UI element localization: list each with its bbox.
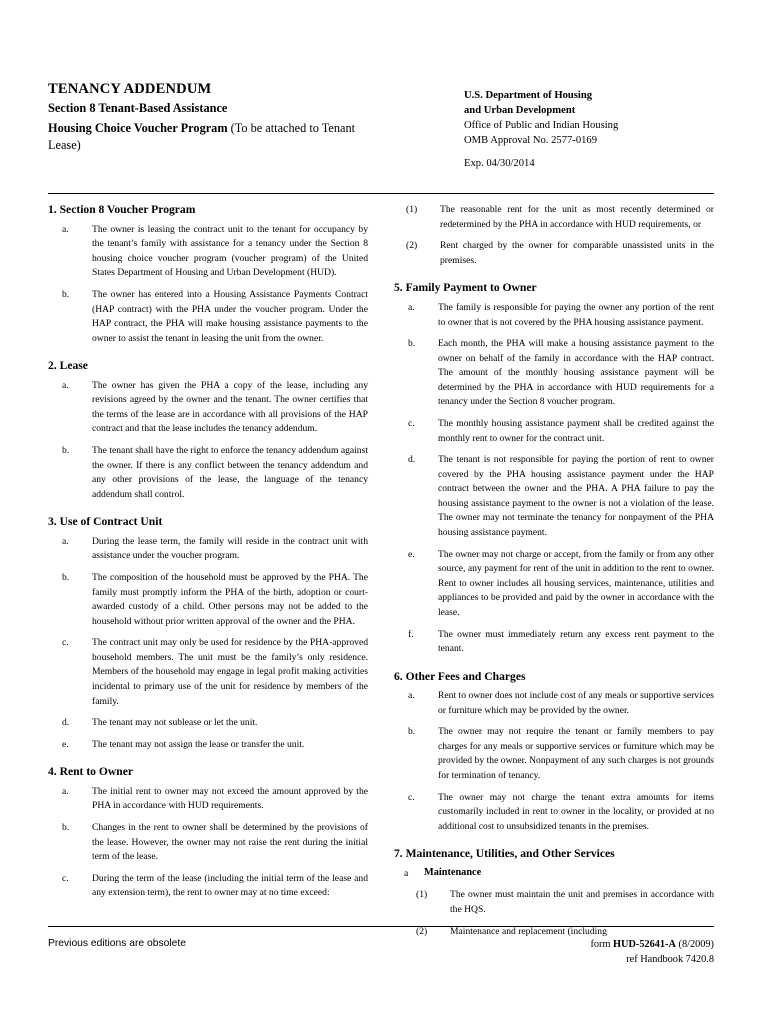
list-text: The owner may not charge the tenant extra amounts for items customarily included in rent to owner in the locality, or provided at no additional cost to unsubsidized tenants in the premises. <box>438 791 714 832</box>
list-text: Each month, the PHA will make a housing assistance payment to the owner on behalf of the family in accordance with the HAP contract. The amount of the monthly housing assistance payment will be determined by the PHA in accordance with HUD requirements for a tenancy under the Section 8 voucher program. <box>438 338 714 408</box>
handbook-reference: ref Handbook 7420.8 <box>626 953 714 965</box>
form-number-line <box>590 938 714 953</box>
list-item <box>394 791 714 835</box>
list-item <box>48 785 368 814</box>
list-text: The monthly housing assistance payment shall be credited against the monthly rent to owner for the contract unit. <box>438 418 714 444</box>
list-item <box>394 203 714 232</box>
list-text: Rent to owner does not include cost of any meals or supportive services or furniture which may be provided by the owner. <box>438 690 714 716</box>
list-text: The owner is leasing the contract unit to the tenant for occupancy by the tenant’s family with assistance for a tenancy under the Section 8 housing choice voucher program (voucher program) of the United States Department of Housing and Urban Development (HUD). <box>92 223 368 279</box>
list-marker: b. <box>62 822 70 834</box>
list-item <box>394 628 714 657</box>
agency-line-2: and Urban Development <box>464 105 576 117</box>
list-item <box>48 571 368 629</box>
form-prefix: form <box>590 939 614 950</box>
list-text: The reasonable rent for the unit as most recently determined or redetermined by the PHA in accordance with HUD requirements, or <box>440 204 714 230</box>
section-heading-3: 3. Use of Contract Unit <box>48 515 163 529</box>
list-item <box>394 689 714 718</box>
document-subtitle-2-rest: (To be attached to Tenant Lease) <box>48 121 356 152</box>
body-columns <box>48 203 714 946</box>
list-item <box>394 239 714 268</box>
expiration-date: Exp. 04/30/2014 <box>464 158 535 170</box>
list-item <box>394 417 714 446</box>
list-text: The composition of the household must be approved by the PHA. The family must promptly inform the PHA of the birth, adoption or court-awarded custody of a child. Other persons may not be added to the household without prior written approval of the owner and the PHA. <box>92 572 368 627</box>
list-marker: e. <box>408 548 415 560</box>
form-number: HUD-52641-A <box>613 939 676 950</box>
list-marker: a. <box>62 535 69 547</box>
list-marker: (2) <box>406 240 418 252</box>
document-subtitle-2 <box>48 120 378 153</box>
list-marker: b. <box>62 288 70 300</box>
list-marker: (2) <box>416 925 428 937</box>
list-text: The initial rent to owner may not exceed the amount approved by the PHA in accordance with HUD requirements. <box>92 785 368 812</box>
list-text: The owner may not require the tenant or family members to pay charges for any meals or supportive services or furniture which may be provided by the owner. Nonpayment of any such charges is not grounds for termination of tenancy. <box>438 726 714 782</box>
list-item <box>48 223 368 281</box>
section-heading-1: 1. Section 8 Voucher Program <box>48 203 196 217</box>
list-text: The owner must maintain the unit and premises in accordance with the HQS. <box>450 889 714 915</box>
list-marker: a. <box>408 690 415 702</box>
list-item <box>48 738 368 753</box>
list-item <box>394 337 714 410</box>
maintenance-items <box>404 888 714 939</box>
list-item <box>48 716 368 731</box>
list-text: Changes in the rent to owner shall be determined by the provisions of the lease. However, the owner may not raise the rent during the initial term of the lease. <box>92 822 368 863</box>
list-item <box>394 301 714 330</box>
list-item <box>394 453 714 540</box>
list-text: The tenant may not sublease or let the unit. <box>92 717 258 729</box>
list-marker: (1) <box>406 204 418 216</box>
list-text: During the term of the lease (including the initial term of the lease and any extension term), the rent to owner may at no time exceed: <box>92 872 368 899</box>
list-text: The contract unit may only be used for residence by the PHA-approved household members. The unit must be the family’s only residence. Members of the household may engage in legal profit making activities incidental to primary use of the unit for residence by members of the family. <box>92 637 368 707</box>
list-marker: a <box>404 867 409 879</box>
document-content <box>48 80 714 946</box>
list-text: The tenant shall have the right to enforce the tenancy addendum against the owner. If there is any conflict between the tenancy addendum and any other provisions of the lease, the language of the tenancy addendum shall control. <box>92 445 368 500</box>
list-marker: c. <box>62 637 69 649</box>
section-heading-6: 6. Other Fees and Charges <box>394 669 526 683</box>
list-marker: a. <box>62 785 69 797</box>
list-text: Maintenance and replacement (including <box>450 925 607 937</box>
list-item <box>48 379 368 437</box>
list-marker: d. <box>408 454 416 466</box>
list-text: During the lease term, the family will reside in the contract unit with assistance under the voucher program. <box>92 535 368 562</box>
subsection-maintenance <box>394 867 714 882</box>
footer-divider <box>48 926 714 927</box>
section-heading-5: 5. Family Payment to Owner <box>394 281 537 295</box>
agency-line-3: Office of Public and Indian Housing <box>464 120 619 132</box>
list-item <box>48 535 368 564</box>
list-marker: b. <box>408 338 416 350</box>
list-item <box>48 444 368 502</box>
section-heading-2: 2. Lease <box>48 359 88 373</box>
document-footer <box>48 938 714 968</box>
list-item <box>394 725 714 783</box>
list-item <box>48 288 368 346</box>
list-marker: f. <box>408 628 414 640</box>
list-text: The owner may not charge or accept, from the family or from any other source, any payment for rent of the unit in addition to the rent to owner. Rent to owner includes all housing services, maintenance, utilities and appliances to be provided and paid by the owner in accordance with the lease. <box>438 548 714 618</box>
list-text: The owner has entered into a Housing Assistance Payments Contract (HAP contract) with the PHA under the voucher program. Under the HAP contract, the PHA will make housing assistance payments to the owner to assist the tenant in leasing the unit from the owner. <box>92 288 368 344</box>
header-divider <box>48 193 714 194</box>
form-date: (8/2009) <box>675 939 714 950</box>
list-marker: a. <box>408 301 415 313</box>
document-subtitle-2-bold: Housing Choice Voucher Program <box>48 121 228 136</box>
agency-block <box>464 80 714 171</box>
list-marker: b. <box>62 572 70 584</box>
list-item <box>48 872 368 901</box>
list-text: The tenant may not assign the lease or transfer the unit. <box>92 738 305 750</box>
document-header <box>48 80 714 171</box>
list-text: Rent charged by the owner for comparable unassisted units in the premises. <box>440 240 714 266</box>
header-title-block <box>48 80 378 153</box>
left-column <box>48 203 368 946</box>
page-title: TENANCY ADDENDUM <box>48 81 212 97</box>
list-marker: b. <box>408 726 416 738</box>
list-marker: a. <box>62 379 69 391</box>
list-text: The family is responsible for paying the owner any portion of the rent to owner that is not covered by the PHA housing assistance payment. <box>438 301 714 328</box>
list-item <box>404 888 714 917</box>
list-marker: a. <box>62 223 69 235</box>
section-heading-4: 4. Rent to Owner <box>48 765 134 779</box>
section-heading-7: 7. Maintenance, Utilities, and Other Services <box>394 847 615 861</box>
list-marker: d. <box>62 717 70 729</box>
list-marker: e. <box>62 738 69 750</box>
list-marker: c. <box>62 872 69 884</box>
list-text: The tenant is not responsible for paying the portion of rent to owner covered by the PHA housing assistance payment under the HAP contract between the owner and the PHA. A PHA failure to pay the housing assistance payment to the owner is not a violation of the lease. The owner may not terminate the tenancy for nonpayment of the PHA housing assistance payment. <box>438 454 714 539</box>
list-item <box>394 548 714 621</box>
footer-form-info <box>590 938 714 968</box>
omb-approval: OMB Approval No. 2577-0169 <box>464 135 598 147</box>
list-item <box>48 821 368 865</box>
document-subtitle-1: Section 8 Tenant-Based Assistance <box>48 101 228 116</box>
subsection-label: Maintenance <box>424 866 482 878</box>
list-item <box>48 636 368 709</box>
list-text: The owner has given the PHA a copy of the lease, including any revisions agreed by the owner and the tenant. The owner certifies that the terms of the lease are in accordance with all provisions of the HAP contract and that the lease includes the tenancy addendum. <box>92 379 368 435</box>
agency-line-1: U.S. Department of Housing <box>464 90 593 101</box>
right-column <box>394 203 714 946</box>
list-text: The owner must immediately return any excess rent payment to the tenant. <box>438 628 714 655</box>
list-marker: b. <box>62 445 70 457</box>
list-marker: c. <box>408 418 415 429</box>
list-marker: c. <box>408 791 415 803</box>
footer-note: Previous editions are obsolete <box>48 938 186 949</box>
list-marker: (1) <box>416 889 428 901</box>
